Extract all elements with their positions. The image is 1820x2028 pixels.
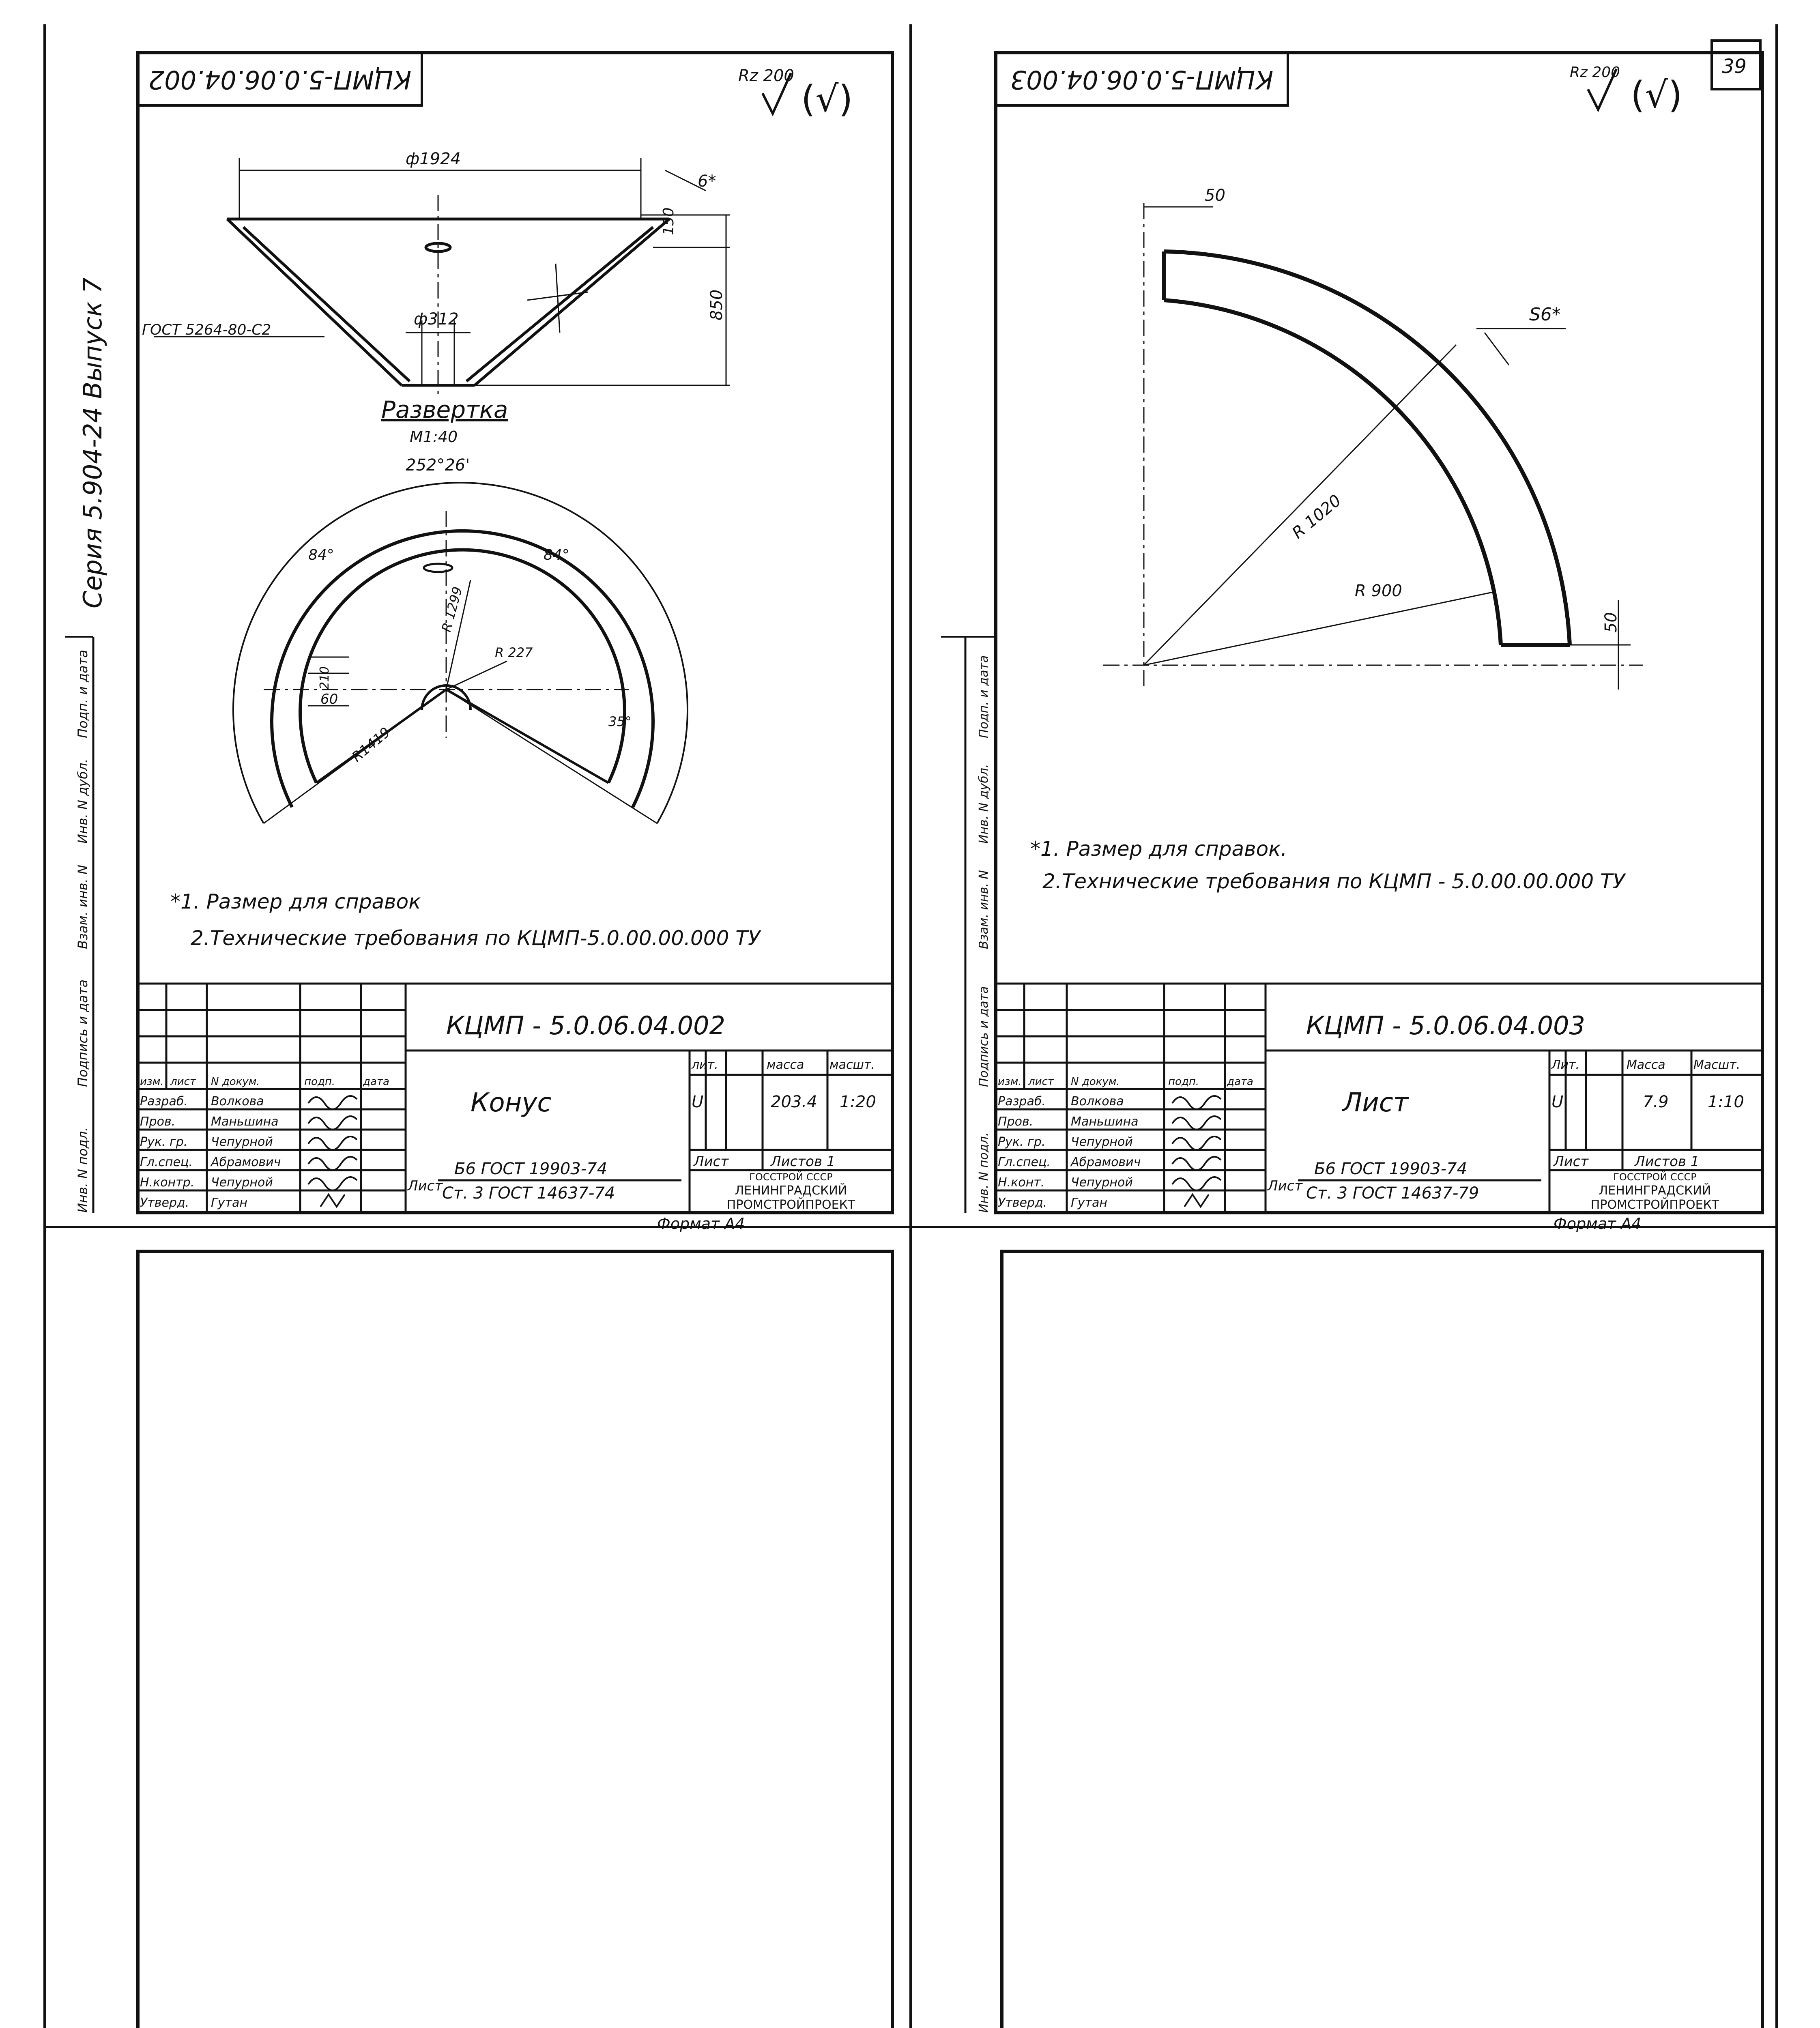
dim-thickness-right: S6*	[1529, 304, 1561, 325]
org-3: ПРОМСТРОЙПРОЕКТ	[726, 1198, 855, 1212]
hdr-mass: масса	[767, 1058, 804, 1072]
mass-value-right: 7.9	[1643, 1093, 1669, 1111]
svg-text:Подп. и дата: Подп. и дата	[75, 650, 90, 738]
org-2-right: ЛЕНИНГРАДСКИЙ	[1599, 1184, 1711, 1198]
svg-text:Гл.спец.: Гл.спец.	[140, 1155, 193, 1169]
sheet-label-right: Лист	[1554, 1154, 1589, 1170]
svg-text:Волкова: Волкова	[1071, 1094, 1124, 1109]
series-label: Серия 5.904-24 Выпуск 7	[78, 277, 107, 608]
svg-text:Подп. и дата: Подп. и дата	[977, 655, 991, 738]
svg-text:Подпись и дата: Подпись и дата	[75, 979, 90, 1087]
svg-text:Инв. N подл.: Инв. N подл.	[977, 1132, 991, 1213]
svg-text:Пров.: Пров.	[140, 1115, 176, 1129]
note-2-right: 2.Технические требования по КЦМП - 5.0.00.00.000 ТУ	[1042, 870, 1625, 893]
radius-outer: R 1299	[438, 585, 466, 634]
org-3-right: ПРОМСТРОЙПРОЕКТ	[1590, 1198, 1719, 1212]
hdr-lit-right: Лит.	[1551, 1058, 1580, 1072]
cone-drawing	[227, 195, 669, 397]
svg-text:Рук. гр.: Рук. гр.	[140, 1135, 188, 1149]
dim-right-50: 50	[1602, 612, 1620, 633]
svg-text:Утверд.: Утверд.	[140, 1196, 189, 1210]
stamp-code-right: КЦМП-5.0.06.04.003	[1010, 65, 1274, 95]
left-sheet	[138, 53, 892, 1233]
title-code-right: КЦМП - 5.0.06.04.003	[1306, 1011, 1585, 1040]
svg-text:Разраб.: Разраб.	[140, 1094, 188, 1109]
format-label: Формат А4	[657, 1215, 745, 1233]
svg-text:изм.: изм.	[140, 1076, 164, 1088]
dim-210: 210	[318, 666, 332, 690]
svg-text:Н.контр.: Н.контр.	[140, 1175, 195, 1190]
svg-text:Волкова: Волкова	[211, 1094, 264, 1109]
note-1-right: *1. Размер для справок.	[1030, 837, 1287, 861]
svg-text:подп.: подп.	[1168, 1076, 1199, 1088]
razvertka-title: Развертка	[381, 396, 508, 423]
svg-text:Маньшина: Маньшина	[211, 1115, 279, 1129]
cone-dimensions	[154, 158, 730, 385]
org-1: ГОССТРОЙ СССР	[749, 1171, 833, 1183]
title-name: Конус	[471, 1088, 552, 1118]
svg-text:Чепурной: Чепурной	[211, 1135, 273, 1149]
weld-standard: ГОСТ 5264-80-С2	[142, 322, 271, 338]
svg-text:Абрамович: Абрамович	[211, 1155, 281, 1169]
svg-text:Чепурной: Чепурной	[1071, 1175, 1133, 1190]
svg-text:подп.: подп.	[304, 1076, 335, 1088]
title-header-row-right	[998, 1076, 1253, 1088]
svg-text:дата: дата	[363, 1076, 389, 1088]
side-strip-right	[941, 637, 996, 1213]
hdr-lit: лит.	[692, 1058, 718, 1072]
angle-35: 35°	[608, 714, 632, 729]
note-2: 2.Технические требования по КЦМП-5.0.00.00.000 ТУ	[191, 926, 761, 950]
material-top: Б6 ГОСТ 19903-74	[454, 1160, 608, 1178]
title-roles	[140, 1094, 281, 1210]
page-number: 39	[1722, 55, 1747, 78]
stamp-code: КЦМП-5.0.06.04.002	[148, 65, 412, 95]
material-label: Лист	[408, 1178, 443, 1194]
svg-text:Гутан: Гутан	[211, 1196, 247, 1210]
dim-h2: 850	[707, 289, 726, 320]
dim-diameter: ф1924	[406, 150, 461, 168]
development-drawing	[233, 483, 688, 823]
dim-60: 60	[320, 691, 338, 707]
scale-value-right: 1:10	[1708, 1093, 1744, 1111]
svg-text:изм.: изм.	[998, 1076, 1022, 1088]
roughness-label-right: Rz 200	[1570, 64, 1620, 81]
radius-inner-right: R 900	[1355, 582, 1402, 600]
radius-inner: R 227	[495, 645, 533, 660]
sheets-count-right: Листов 1	[1635, 1154, 1700, 1170]
svg-text:лист: лист	[170, 1076, 196, 1088]
title-roles-right	[998, 1094, 1141, 1210]
radius-big: R1419	[349, 724, 394, 765]
svg-text:Гутан: Гутан	[1071, 1196, 1107, 1210]
angle-left: 84°	[308, 547, 334, 563]
angle-right: 84°	[544, 547, 569, 563]
right-sheet	[996, 41, 1762, 1233]
dim-top-right: 50	[1205, 186, 1225, 205]
scale-value: 1:20	[840, 1093, 876, 1111]
material-bottom-right: Ст. 3 ГОСТ 14637-79	[1306, 1184, 1479, 1203]
dim-bottom-diameter: ф312	[414, 310, 459, 329]
svg-text:Взам. инв. N: Взам. инв. N	[977, 870, 991, 949]
svg-text:лист: лист	[1028, 1076, 1054, 1088]
material-label-right: Лист	[1268, 1178, 1303, 1194]
svg-text:Утверд.: Утверд.	[998, 1196, 1047, 1210]
title-name-right: Лист	[1343, 1088, 1409, 1118]
roughness-check-icon: (√)	[801, 78, 853, 120]
roughness-label: Rz 200	[738, 67, 794, 85]
empty-sheet-right	[1002, 1251, 1762, 2028]
angle-total: 252°26'	[406, 456, 470, 475]
svg-text:дата: дата	[1227, 1076, 1253, 1088]
title-code: КЦМП - 5.0.06.04.002	[446, 1011, 725, 1040]
org-2: ЛЕНИНГРАДСКИЙ	[735, 1184, 847, 1198]
svg-text:Маньшина: Маньшина	[1071, 1115, 1139, 1129]
svg-text:N докум.: N докум.	[211, 1076, 260, 1088]
svg-text:Чепурной: Чепурной	[211, 1175, 273, 1190]
svg-text:Чепурной: Чепурной	[1071, 1135, 1133, 1149]
hdr-mass-right: Масса	[1627, 1058, 1665, 1072]
material-top-right: Б6 ГОСТ 19903-74	[1314, 1160, 1468, 1178]
note-1: *1. Размер для справок	[170, 890, 421, 913]
svg-text:Рук. гр.: Рук. гр.	[998, 1135, 1046, 1149]
sheets-count: Листов 1	[771, 1154, 836, 1170]
svg-text:Взам. инв. N: Взам. инв. N	[75, 865, 90, 949]
svg-text:Абрамович: Абрамович	[1071, 1155, 1141, 1169]
hdr-scale: масшт.	[829, 1058, 875, 1072]
material-bottom: Ст. 3 ГОСТ 14637-74	[442, 1184, 615, 1203]
side-strip	[65, 277, 107, 1213]
format-label-right: Формат А4	[1554, 1215, 1642, 1233]
dim-h1: 150	[660, 207, 677, 235]
lit-value-right: U	[1551, 1093, 1564, 1111]
lit-value: U	[692, 1093, 704, 1111]
mass-value: 203.4	[771, 1093, 817, 1111]
svg-text:N докум.: N докум.	[1071, 1076, 1120, 1088]
hdr-scale-right: Масшт.	[1693, 1058, 1740, 1072]
radius-outer-right: R 1020	[1288, 491, 1345, 543]
sheet-label: Лист	[694, 1154, 729, 1170]
title-header-row	[140, 1076, 389, 1088]
svg-text:Инв. N дубл.: Инв. N дубл.	[977, 764, 991, 844]
razvertka-scale: М1:40	[410, 428, 458, 446]
svg-text:Инв. N дубл.: Инв. N дубл.	[75, 758, 90, 844]
svg-text:Инв. N подл.: Инв. N подл.	[75, 1127, 90, 1213]
org-1-right: ГОССТРОЙ СССР	[1613, 1171, 1697, 1183]
arc-drawing	[1103, 203, 1643, 690]
svg-text:Н.конт.: Н.конт.	[998, 1175, 1045, 1190]
svg-text:Гл.спец.: Гл.спец.	[998, 1155, 1051, 1169]
svg-text:Подпись и дата: Подпись и дата	[977, 986, 991, 1087]
empty-sheet-left	[138, 1251, 892, 2028]
svg-text:Разраб.: Разраб.	[998, 1094, 1046, 1109]
svg-text:Пров.: Пров.	[998, 1115, 1034, 1129]
roughness-check-icon-right: (√)	[1631, 74, 1682, 116]
dim-thickness: 6*	[698, 172, 716, 191]
